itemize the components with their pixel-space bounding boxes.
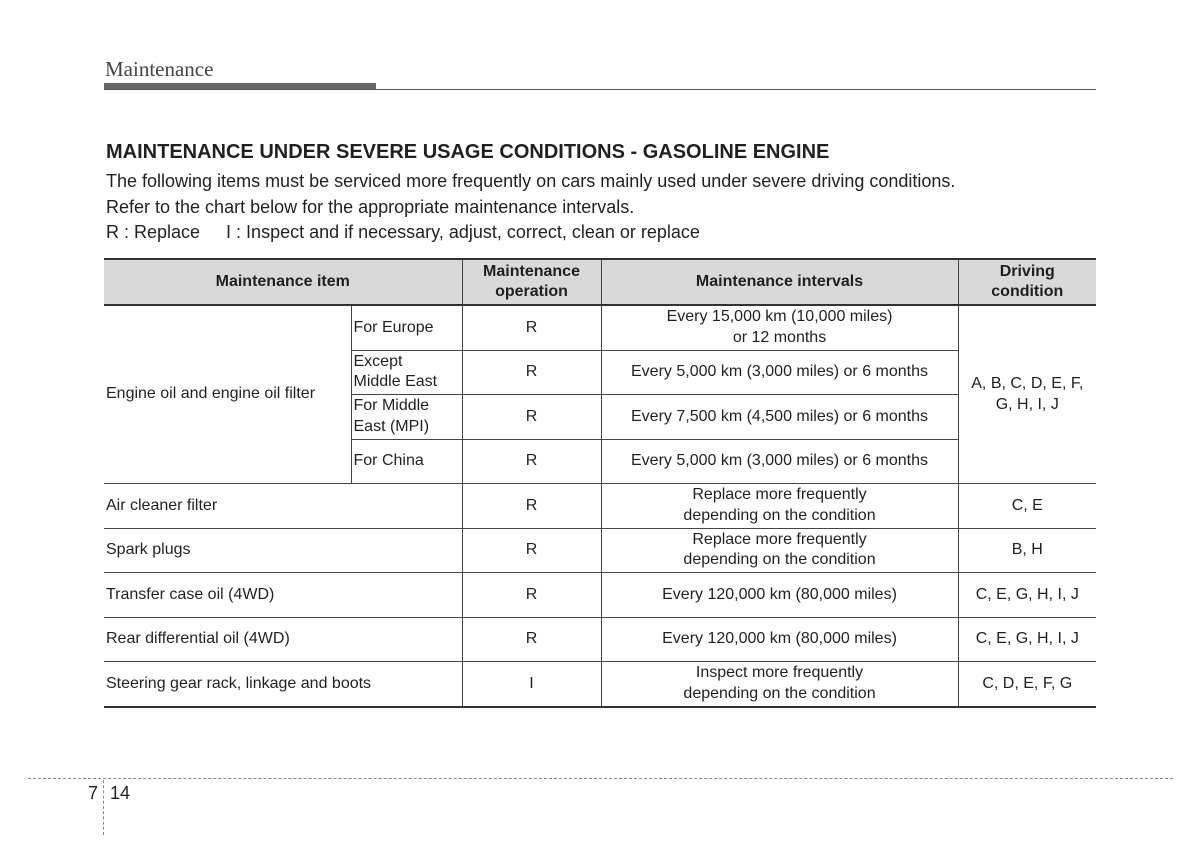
cell-region: Except Middle East [351,350,462,395]
cell-condition: C, E, G, H, I, J [958,573,1096,618]
header-maintenance-operation: Maintenance operation [462,259,601,305]
table-row [104,305,1096,350]
table-row [104,662,1096,707]
cell-interval: Every 7,500 km (4,500 miles) or 6 months [601,395,958,440]
cell-item: Spark plugs [104,528,462,573]
cell-condition: B, H [958,528,1096,573]
cell-interval: Every 15,000 km (10,000 miles) or 12 months [601,305,958,350]
header-driving-condition: Driving condition [958,259,1096,305]
footer-rule [28,778,1173,779]
cell-region: For Middle East (MPI) [351,395,462,440]
table-row [104,484,1096,529]
cell-interval: Replace more frequently depending on the condition [601,484,958,529]
cell-operation: R [462,528,601,573]
intro-line-2: Refer to the chart below for the appropriate maintenance intervals. [106,197,635,217]
cell-item: Steering gear rack, linkage and boots [104,662,462,707]
cell-condition: C, E, G, H, I, J [958,617,1096,662]
maintenance-table [104,258,1096,708]
legend-line [106,222,700,243]
cell-region: For China [351,439,462,484]
cell-interval: Every 120,000 km (80,000 miles) [601,617,958,662]
cell-interval: Every 120,000 km (80,000 miles) [601,573,958,618]
intro-line-1: The following items must be serviced more frequently on cars mainly used under severe driving conditions. [106,171,956,191]
cell-condition: A, B, C, D, E, F, G, H, I, J [958,305,1096,484]
table-header-row [104,259,1096,305]
cell-operation: R [462,350,601,395]
cell-interval: Every 5,000 km (3,000 miles) or 6 months [601,350,958,395]
legend-inspect: I : Inspect and if necessary, adjust, correct, clean or replace [226,222,700,242]
table-row [104,528,1096,573]
cell-operation: R [462,617,601,662]
cell-item: Engine oil and engine oil filter [104,305,351,484]
footer-divider [103,780,104,835]
cell-operation: R [462,395,601,440]
cell-operation: I [462,662,601,707]
cell-region: For Europe [351,305,462,350]
table-row [104,573,1096,618]
cell-item: Rear differential oil (4WD) [104,617,462,662]
section-header: Maintenance [105,57,214,81]
cell-interval: Replace more frequently depending on the condition [601,528,958,573]
table-row [104,617,1096,662]
page-title: MAINTENANCE UNDER SEVERE USAGE CONDITIONS - GASOLINE ENGINE [106,141,830,163]
legend-replace: R : Replace [106,222,201,242]
header-rule [104,89,1096,90]
cell-operation: R [462,484,601,529]
header-maintenance-item: Maintenance item [104,259,462,305]
cell-interval: Every 5,000 km (3,000 miles) or 6 months [601,439,958,484]
cell-item: Air cleaner filter [104,484,462,529]
page-number: 14 [110,783,131,803]
cell-item: Transfer case oil (4WD) [104,573,462,618]
chapter-number: 7 [88,783,99,803]
cell-interval: Inspect more frequently depending on the condition [601,662,958,707]
cell-condition: C, E [958,484,1096,529]
header-maintenance-intervals: Maintenance intervals [601,259,958,305]
cell-operation: R [462,439,601,484]
cell-operation: R [462,573,601,618]
cell-condition: C, D, E, F, G [958,662,1096,707]
cell-operation: R [462,305,601,350]
